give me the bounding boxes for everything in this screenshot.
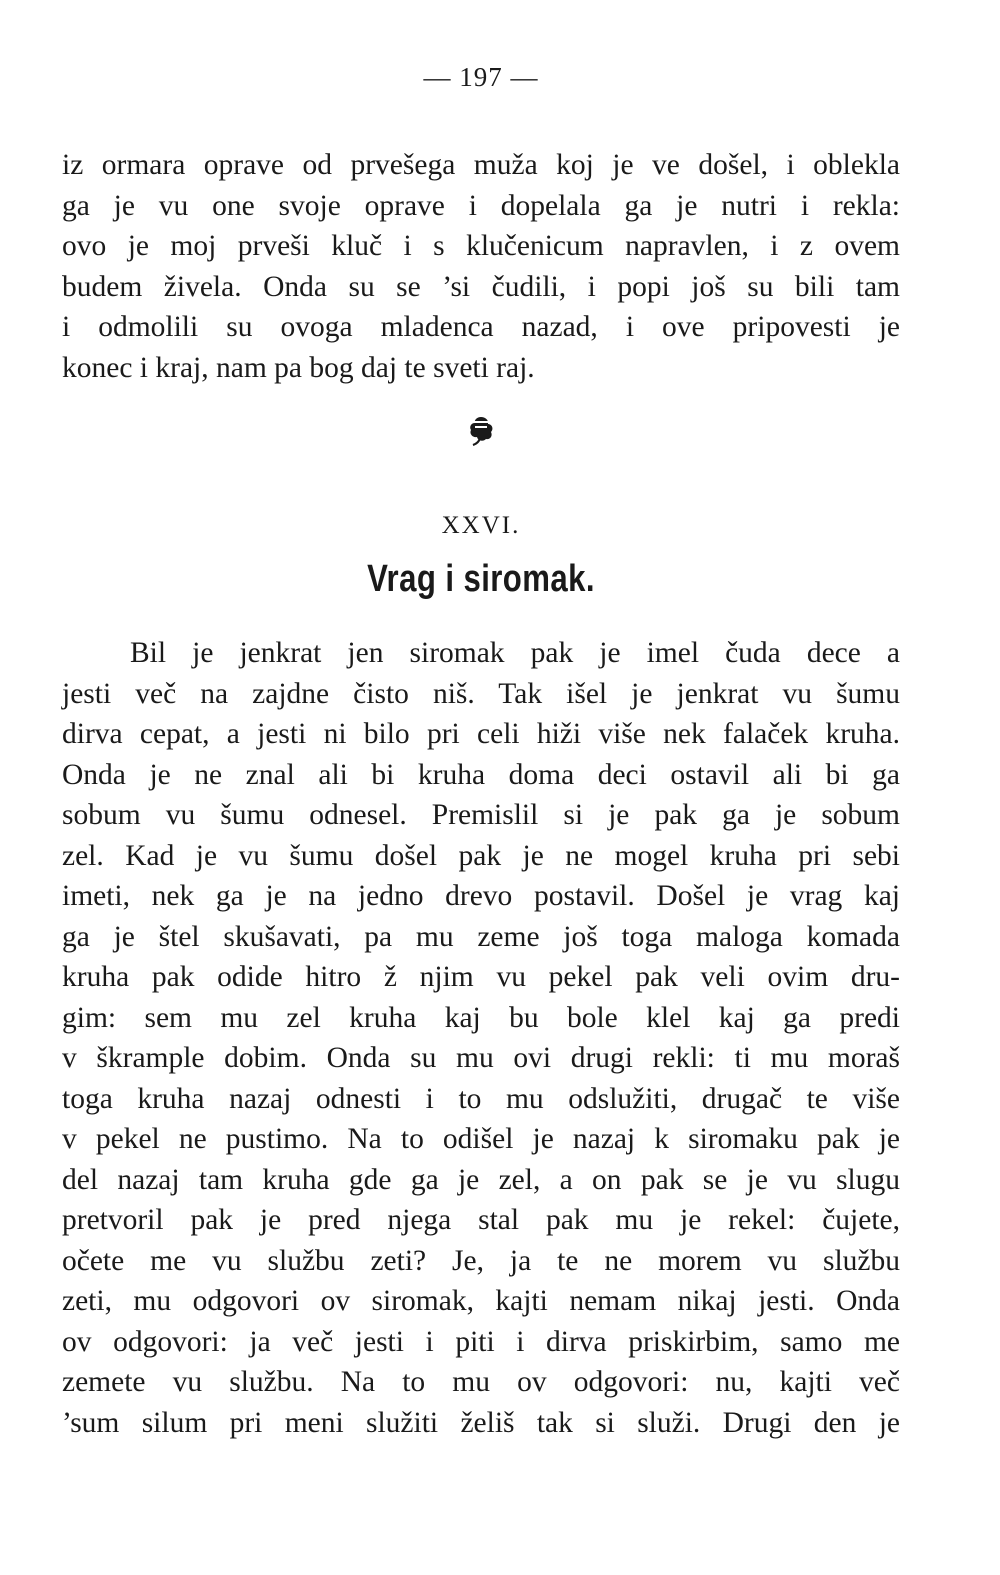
text-line: jesti več na zajdne čisto niš. Tak išel je jenkrat vu šumu	[62, 677, 900, 710]
text-line: sobum vu šumu odnesel. Premislil si je pak ga je sobum	[62, 799, 900, 831]
text-line: ga je vu one svoje oprave i dopelala ga je nutri i rekla:	[62, 189, 900, 222]
text-line: ovo je moj prveši kluč i s klučenicum napravlen, i z ovem	[62, 230, 900, 262]
paragraph-story	[62, 633, 900, 1443]
text-line: v pekel ne pustimo. Na to odišel je nazaj k siromaku pak je	[62, 1123, 900, 1155]
text-line: Bil je jenkrat jen siromak pak je imel čuda dece a	[130, 637, 900, 669]
text-line: imeti, nek ga je na jedno drevo postavil. Došel je vrag kaj	[62, 880, 900, 912]
text-line: gim: sem mu zel kruha kaj bu bole klel kaj ga predi	[62, 1001, 900, 1034]
text-line: ov odgovori: ja več jesti i piti i dirva priskirbim, samo me	[62, 1325, 900, 1358]
text-line: Onda je ne znal ali bi kruha doma deci ostavil ali bi ga	[62, 758, 900, 791]
text-line: ga je štel skušavati, pa mu zeme još toga maloga komada	[62, 920, 900, 953]
text-line: toga kruha nazaj odnesti i to mu odslužiti, drugač te više	[62, 1082, 900, 1115]
text-line: očete me vu službu zeti? Je, ja te ne morem vu službu	[62, 1244, 900, 1277]
text-line: v škrample dobim. Onda su mu ovi drugi rekli: ti mu moraš	[62, 1042, 900, 1074]
text-line: zel. Kad je vu šumu došel pak je ne mogel kruha pri sebi	[62, 839, 900, 872]
text-line: pretvoril pak je pred njega stal pak mu je rekel: čujete,	[62, 1204, 900, 1236]
text-line: dirva cepat, a jesti ni bilo pri celi hiži više nek falaček kruha.	[62, 718, 900, 750]
text-line: budem živela. Onda su se ’si čudili, i popi još su bili tam	[62, 270, 900, 303]
text-line: konec i kraj, nam pa bog daj te sveti raj.	[62, 351, 535, 384]
text-line: iz ormara oprave od prvešega muža koj je ve došel, i oblekla	[62, 149, 900, 181]
text-line: ’sum silum pri meni služiti želiš tak si služi. Drugi den je	[62, 1406, 900, 1439]
text-line: kruha pak odide hitro ž njim vu pekel pak veli ovim dru-	[62, 961, 900, 993]
chapter-number: XXVI.	[441, 512, 521, 539]
text-line: i odmolili su ovoga mladenca nazad, i ove pripovesti je	[62, 311, 900, 343]
text-line: del nazaj tam kruha gde ga je zel, a on pak se je vu slugu	[62, 1163, 900, 1196]
text-line: zemete vu službu. Na to mu ov odgovori: nu, kajti več	[62, 1366, 900, 1398]
paragraph-continuation	[62, 145, 900, 388]
text-line: zeti, mu odgovori ov siromak, kajti nemam nikaj jesti. Onda	[62, 1285, 900, 1317]
leaf-ornament-icon	[466, 414, 496, 446]
page-number: — 197 —	[423, 62, 539, 92]
chapter-title: Vrag i siromak.	[367, 558, 595, 600]
